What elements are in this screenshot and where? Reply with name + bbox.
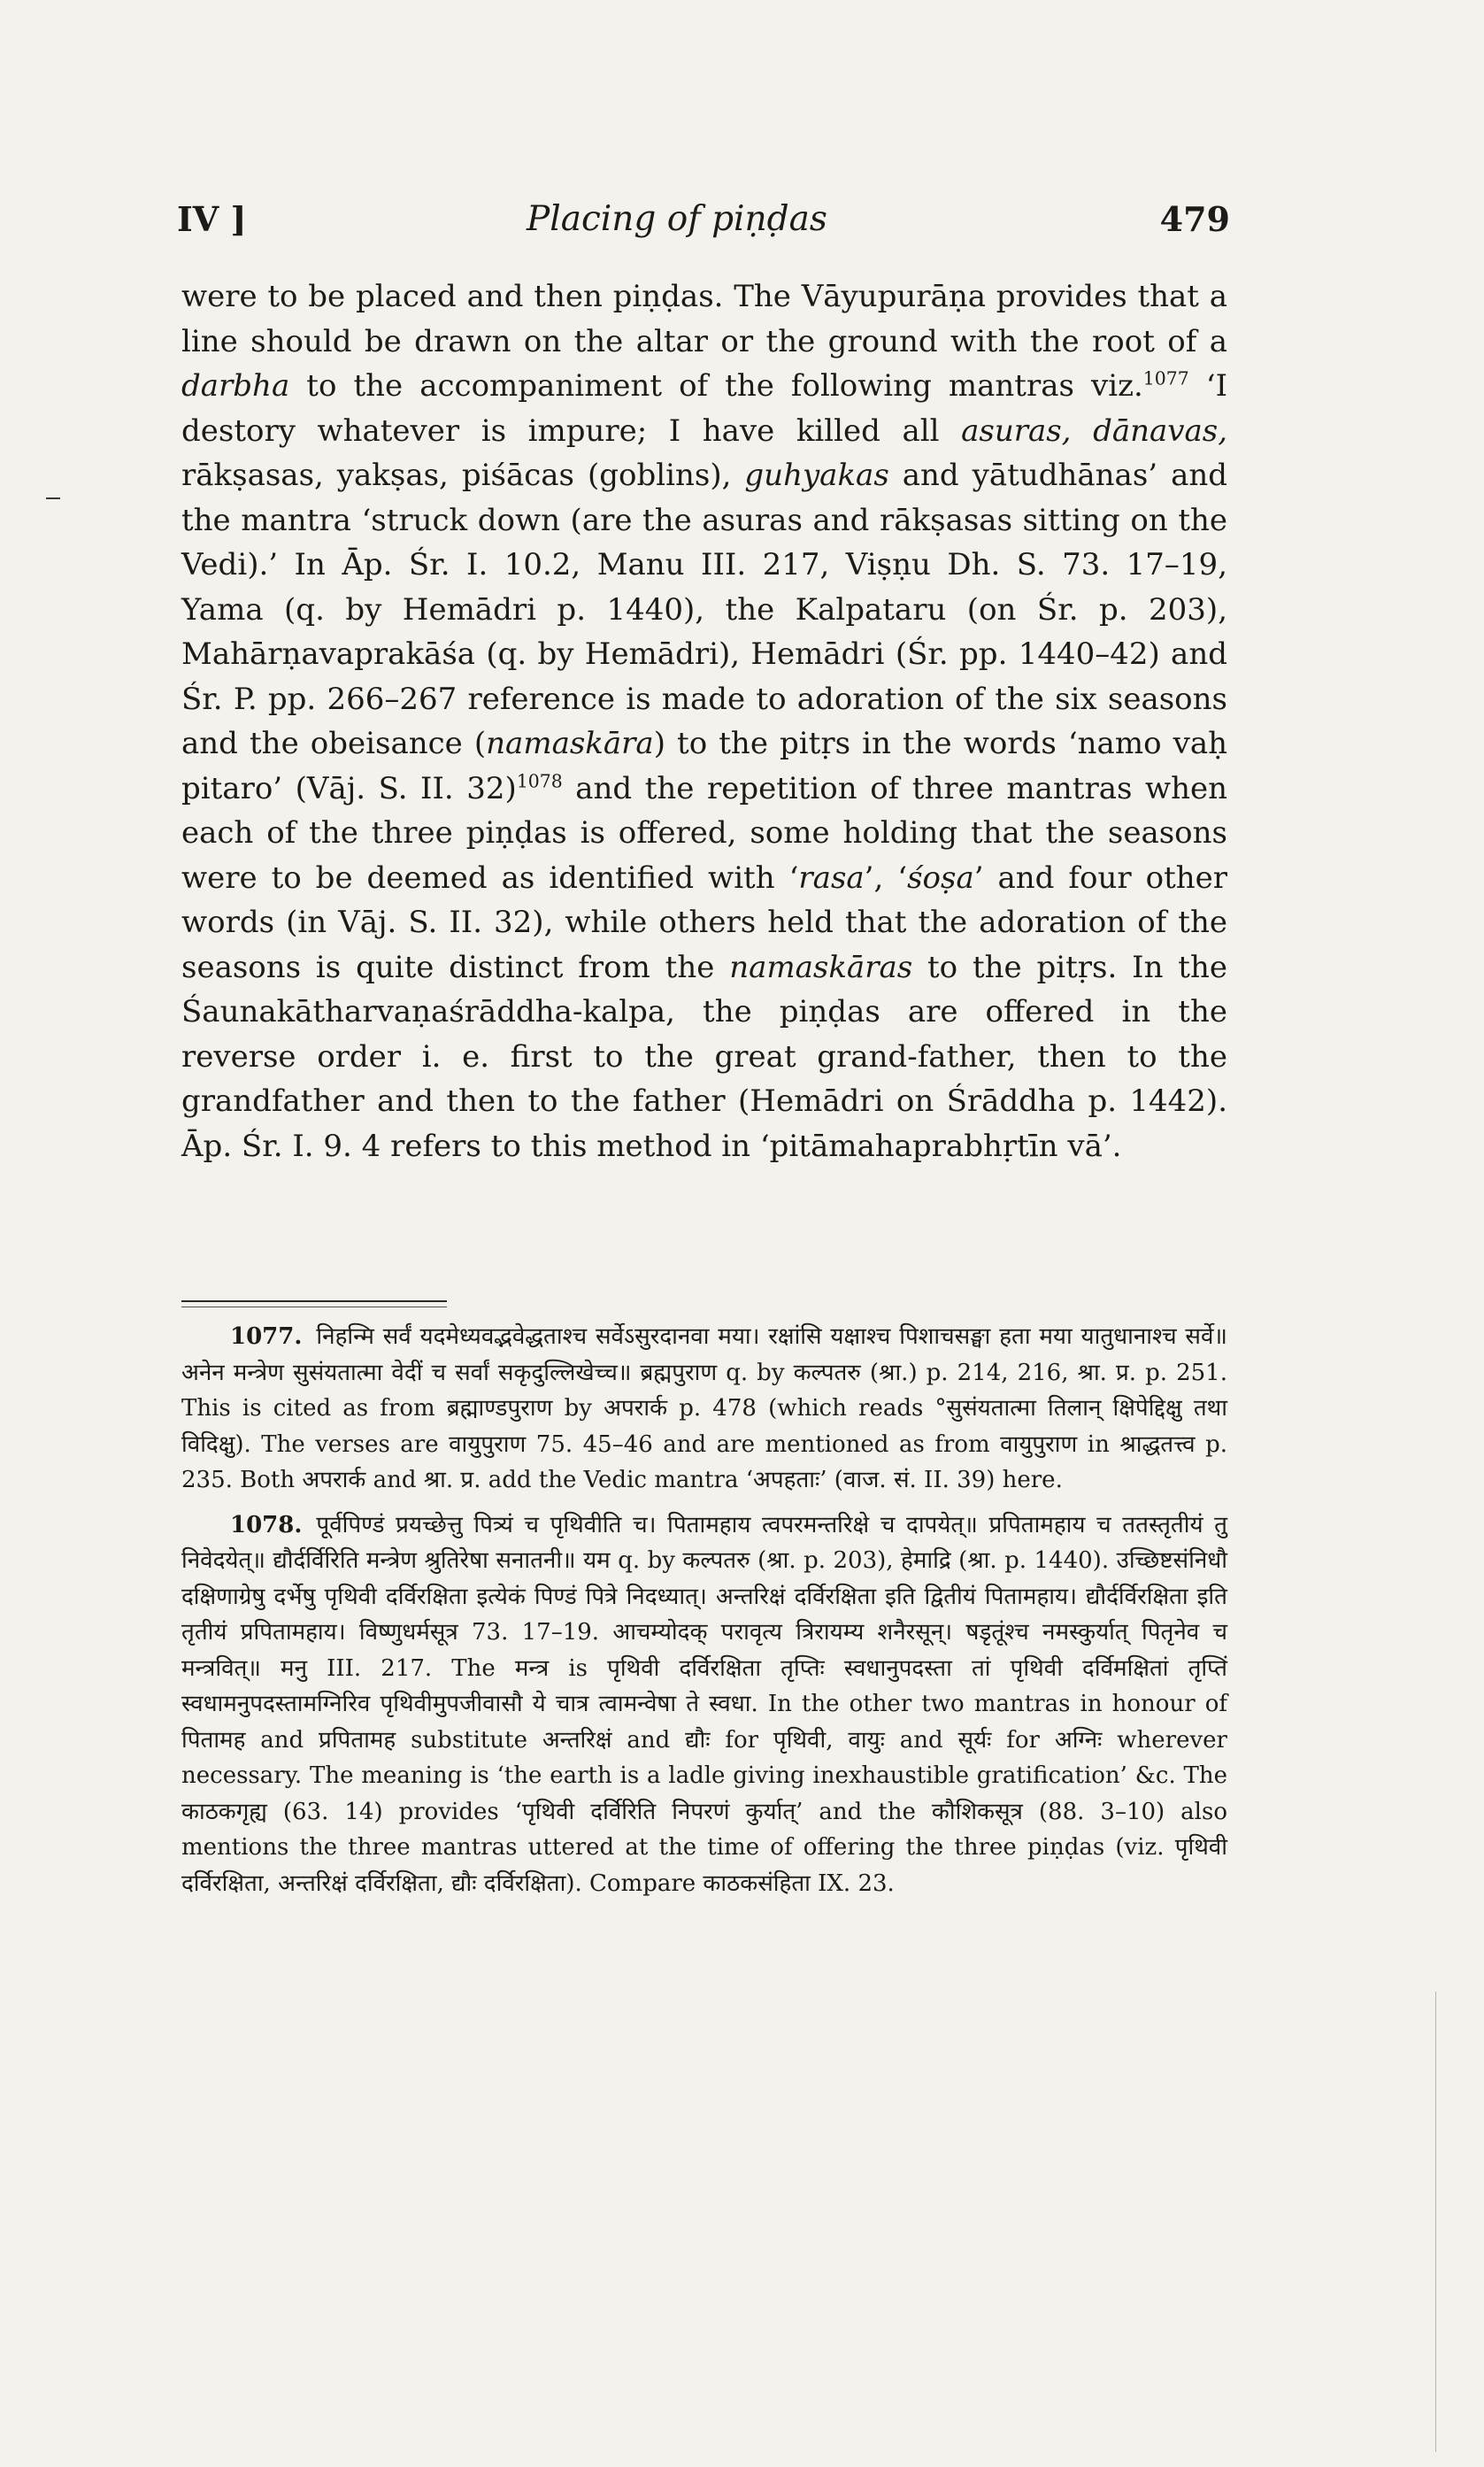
running-header [177,199,1230,243]
footnote-text: निहन्मि सर्वं यदमेध्यवद्भवेद्धताश्च सर्वेऽसुरदानवा मया। रक्षांसि यक्षाश्च पिशाचसङ्घा हता मया यातुधानाश्च सर्वे॥ अनेन मन्त्रेण सुसंयतात्मा वेदीं च सर्वां सकृदुल्लिखेच्च॥ ब्रह्मपुराण q. by कल्पतरु (श्रा.) p. 214, 216, श्रा. प्र. p. 251. This is cited as from ब्रह्माण्डपुराण by अपरार्क p. 478 (which reads °सुसंयतात्मा तिलान् क्षिपेद्दिक्षु तथा विदिक्षु). The verses are वायुपुराण 75. 45–46 and are mentioned as from वायुपुराण in श्राद्धतत्त्व p. 235. Both अपरार्क and श्रा. प्र. add the Vedic mantra ‘अपहताः’ (वाज. सं. II. 39) here. [181,1323,1227,1493]
footnote-divider [181,1300,447,1302]
page-title: Placing of piṇḍas [527,199,827,239]
page-number: 479 [1159,199,1230,239]
footnote-ref-1077[interactable]: 1077 [1142,367,1189,389]
footnote-number: 1077. [230,1323,303,1350]
footnote-1077 [181,1319,1227,1499]
section-number: IV ] [177,199,247,239]
footnotes [181,1319,1227,1910]
main-text [181,274,1227,1168]
scan-edge-line [1435,1992,1436,2452]
margin-mark [46,497,60,499]
footnote-1078 [181,1507,1227,1902]
footnote-number: 1078. [230,1511,303,1538]
footnote-text: पूर्वपिण्डं प्रयच्छेत्तु पित्र्यं च पृथिवीति च। पितामहाय त्वपरमन्तरिक्षे च दापयेत्॥ प्रपितामहाय च ततस्तृतीयं तु निवेदयेत्॥ द्यौर्दर्विरिति मन्त्रेण श्रुतिरेषा सनातनी॥ यम q. by कल्पतरु (श्रा. p. 203), हेमाद्रि (श्रा. p. 1440). उच्छिष्टसंनिधौ दक्षिणाग्रेषु दर्भेषु पृथिवी दर्विरक्षिता इत्येकं पिण्डं पित्रे निदध्यात्। अन्तरिक्षं दर्विरक्षिता इति द्वितीयं पितामहाय। द्यौर्दर्विरक्षिता इति तृतीयं प्रपितामहाय। विष्णुधर्मसूत्र 73. 17–19. आचम्योदक् परावृत्य त्रिरायम्य शनैरसून्। षडृतूंश्च नमस्कुर्यात् पितृनेव च मन्त्रवित्॥ मनु III. 217. The मन्त्र is पृथिवी दर्विरक्षिता तृप्तिः स्वधानुपदस्ता तां पृथिवी दर्विमक्षितां तृप्तिं स्वधामनुपदस्तामग्निरिव पृथिवीमुपजीवासौ ये चात्र त्वामन्वेषा ते स्वधा. In the other two mantras in honour of पितामह and प्रपितामह substitute अन्तरिक्षं and द्यौः for पृथिवी, वायुः and सूर्यः for अग्निः wherever necessary. The meaning is ‘the earth is a ladle giving inexhaustible gratification’ &c. The काठकगृह्य (63. 14) provides ‘पृथिवी दर्विरिति निपरणं कुर्यात्’ and the कौशिकसूत्र (88. 3–10) also mentions the three mantras uttered at the time of offering the three piṇḍas (viz. पृथिवी दर्विरक्षिता, अन्तरिक्षं दर्विरक्षिता, द्यौः दर्विरक्षिता). Compare काठकसंहिता IX. 23. [181,1511,1227,1897]
body-paragraph: were to be placed and then piṇḍas. The Vāyupurāṇa provides that a line should be drawn on the altar or the ground with the root of a darbha to the accompaniment of the following mantras viz.$^{1077}$ ‘I destory whatever is impure; I have killed all asuras, dānavas, rākṣasas, yakṣas, piśācas (goblins), guhyakas and yātudhānas’ and the mantra ‘struck down (are the asuras and rākṣasas sitting on the Vedi).’ In Āp. Śr. I. 10.2, Manu III. 217, Viṣṇu Dh. S. 73. 17–19, Yama (q. by Hemādri p. 1440), the Kalpataru (on Śr. p. 203), Mahārṇavaprakāśa (q. by Hemādri), Hemādri (Śr. pp. 1440–42) and Śr. P. pp. 266–267 reference is made to adoration of the six seasons and the obeisance (namaskāra) to the pitṛs in the words ‘namo vaḥ pitaro’ (Vāj. S. II. 32)$^{1078}$ and the repetition of three mantras when each of the three piṇḍas is offered, some holding that the seasons were to be deemed as identified with ‘rasa’, ‘śoṣa’ and four other words (in Vāj. S. II. 32), while others held that the adoration of the seasons is quite distinct from the namaskāras to the pitṛs. In the Śaunakātharvaṇaśrāddha-kalpa, the piṇḍas are offered in the reverse order i. e. first to the great grand-father, then to the grandfather and then to the father (Hemādri on Śrāddha p. 1442). Āp. Śr. I. 9. 4 refers to this method in ‘pitāmahaprabhṛtīn vā’. [181,279,1228,1164]
footnote-ref-1078[interactable]: 1078 [516,770,563,792]
